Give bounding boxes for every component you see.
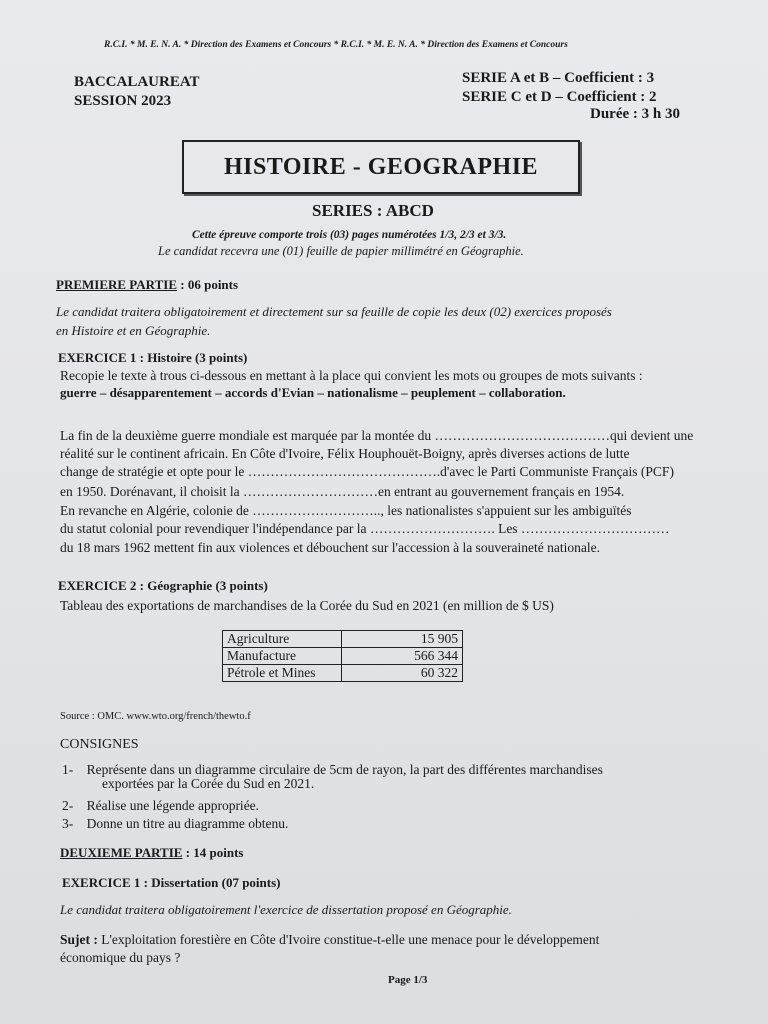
consigne-item — [62, 816, 288, 832]
sujet-line2: économique du pays ? — [60, 950, 181, 965]
part2-heading-row — [60, 845, 244, 861]
table-cell-label: Manufacture — [223, 648, 342, 665]
consigne-number: 1- — [62, 762, 74, 777]
table-cell-label: Agriculture — [223, 631, 342, 648]
exports-table — [222, 630, 463, 682]
gap-text-line: La fin de la deuxième guerre mondiale est marquée par la montée du …………………………………qui devient une — [60, 428, 694, 443]
subject-title: HISTOIRE - GEOGRAPHIE — [223, 153, 539, 180]
exam-info — [74, 73, 200, 111]
consignes-title: CONSIGNES — [60, 737, 139, 752]
part1-heading-row — [56, 277, 238, 293]
sujet-line1 — [60, 932, 599, 948]
gap-text-line: du statut colonial pour revendiquer l'indépendance par la ………………………. Les …………………………… — [60, 521, 670, 536]
table-row — [223, 648, 463, 665]
part1-instruction-line2: en Histoire et en Géographie. — [56, 323, 211, 338]
subject-title-box — [182, 140, 580, 194]
table-row — [223, 631, 463, 648]
gap-text-line: En revanche en Algérie, colonie de ……………………….., les nationalistes s'appuient sur les ambiguïtés — [60, 503, 632, 518]
sujet-label: Sujet : — [60, 932, 98, 947]
consigne-text: Réalise une légende appropriée. — [86, 798, 260, 813]
ex1-word-list: guerre – désapparentement – accords d'Evian – nationalisme – peuplement – collaboration. — [60, 385, 566, 400]
table-row — [223, 665, 463, 682]
part1-heading: PREMIERE PARTIE — [56, 277, 178, 292]
consigne-text: Représente dans un diagramme circulaire de 5cm de rayon, la part des différentes marchandises — [86, 762, 603, 777]
gap-text-line: change de stratégie et opte pour le …………………………………….d'avec le Parti Communiste Français (PCF) — [60, 464, 674, 479]
consigne-number: 3- — [62, 816, 74, 831]
serie-ab: SERIE A et B – Coefficient : 3 — [462, 70, 655, 86]
gap-text-line: réalité sur le continent africain. En Côte d'Ivoire, Félix Houphouët-Boigny, après diverses actions de lutte — [60, 446, 630, 461]
part2-ex1-heading: EXERCICE 1 : Dissertation (07 points) — [62, 875, 281, 890]
table-cell-value: 15 905 — [342, 631, 463, 648]
gap-text-line: en 1950. Dorénavant, il choisit la …………………………en entrant au gouvernement français en 1954. — [60, 484, 625, 499]
series-label: SERIES : ABCD — [312, 201, 434, 220]
part1-points: : 06 points — [177, 277, 239, 292]
consigne-item — [62, 798, 259, 814]
consigne-continuation: exportées par la Corée du Sud en 2021. — [102, 776, 315, 791]
paper-note: Le candidat recevra une (01) feuille de papier millimétré en Géographie. — [158, 244, 524, 258]
table-cell-value: 60 322 — [342, 665, 463, 682]
page-number: Page 1/3 — [388, 974, 428, 986]
ex2-caption: Tableau des exportations de marchandises de la Corée du Sud en 2021 (en million de $ US) — [60, 598, 554, 613]
ex2-heading: EXERCICE 2 : Géographie (3 points) — [58, 578, 268, 593]
consigne-text: Donne un titre au diagramme obtenu. — [86, 816, 289, 831]
sujet-text: L'exploitation forestière en Côte d'Ivoire constitue-t-elle une menace pour le développement — [97, 932, 600, 947]
part1-instruction-line1: Le candidat traitera obligatoirement et directement sur sa feuille de copie les deux (02) exercices proposés — [56, 304, 612, 319]
table-cell-label: Pétrole et Mines — [223, 665, 342, 682]
pages-note: Cette épreuve comporte trois (03) pages numérotées 1/3, 2/3 et 3/3. — [192, 229, 507, 241]
part2-instruction: Le candidat traitera obligatoirement l'exercice de dissertation proposé en Géographie. — [60, 902, 512, 917]
exam-name: BACCALAUREAT — [74, 74, 200, 90]
consigne-number: 2- — [62, 798, 74, 813]
part2-heading: DEUXIEME PARTIE — [60, 845, 183, 860]
part2-points: : 14 points — [182, 845, 244, 860]
ex1-prompt: Recopie le texte à trous ci-dessous en mettant à la place qui convient les mots ou groupes de mots suivants : — [60, 368, 643, 383]
gap-text-line: du 18 mars 1962 mettent fin aux violences et débouchent sur l'accession à la souveraineté nationale. — [60, 540, 601, 555]
ex1-heading: EXERCICE 1 : Histoire (3 points) — [58, 350, 248, 365]
table-cell-value: 566 344 — [342, 648, 463, 665]
exam-session: SESSION 2023 — [74, 93, 172, 109]
coefficients — [462, 69, 657, 107]
duration: Durée : 3 h 30 — [590, 106, 680, 122]
serie-cd: SERIE C et D – Coefficient : 2 — [462, 89, 657, 105]
table-source: Source : OMC. www.wto.org/french/thewto.f — [60, 711, 251, 722]
header-band: R.C.I. * M. E. N. A. * Direction des Examens et Concours * R.C.I. * M. E. N. A. * Direction des Examens et Concours — [104, 40, 568, 50]
